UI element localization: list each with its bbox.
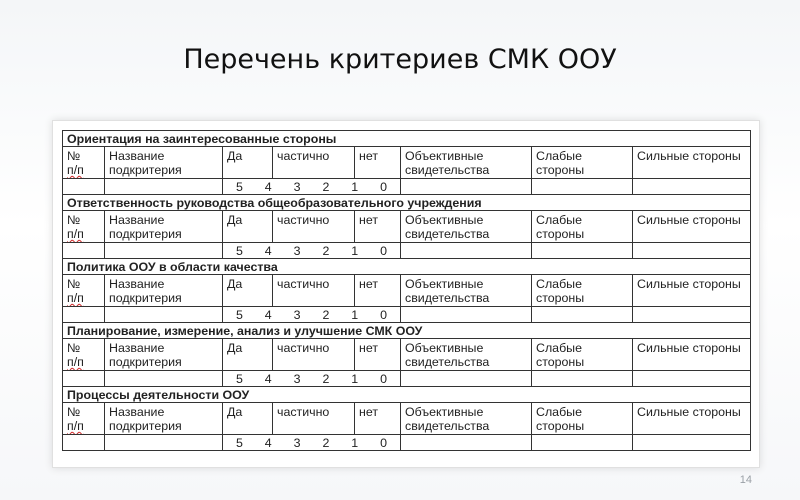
empty-cell — [633, 243, 751, 259]
score-value: 4 — [264, 179, 272, 194]
col-number — [63, 339, 105, 371]
col-number-abbr: п/п — [67, 163, 84, 177]
criteria-table — [62, 130, 751, 451]
empty-cell — [532, 371, 633, 387]
section-title: Ответственность руководства общеобразовательного учреждения — [63, 195, 751, 211]
empty-cell — [401, 307, 532, 323]
slide-title: Перечень критериев СМК ООУ — [183, 44, 617, 75]
section-title: Ориентация на заинтересованные стороны — [63, 131, 751, 147]
col-no: нет — [355, 147, 401, 179]
empty-cell — [63, 307, 105, 323]
header-row — [63, 147, 751, 179]
empty-cell — [105, 179, 223, 195]
score-value: 1 — [351, 243, 359, 258]
col-partial: частично — [273, 275, 355, 307]
score-values — [223, 180, 400, 194]
score-value: 1 — [351, 179, 359, 194]
section-row — [63, 131, 751, 147]
score-values — [223, 372, 400, 386]
score-scale — [223, 179, 401, 195]
score-scale — [223, 371, 401, 387]
col-evidence: Объективные свидетельства — [401, 275, 532, 307]
empty-cell — [633, 371, 751, 387]
col-name: Название подкритерия — [105, 339, 223, 371]
header-row — [63, 275, 751, 307]
col-number — [63, 211, 105, 243]
col-number-abbr: п/п — [67, 227, 84, 241]
score-value: 1 — [351, 307, 359, 322]
col-partial: частично — [273, 211, 355, 243]
empty-cell — [401, 371, 532, 387]
empty-cell — [63, 243, 105, 259]
col-strong: Сильные стороны — [633, 147, 751, 179]
col-weak: Слабые стороны — [532, 275, 633, 307]
score-value: 0 — [380, 435, 387, 450]
score-value: 2 — [322, 179, 330, 194]
score-value: 5 — [235, 179, 243, 194]
empty-cell — [105, 371, 223, 387]
col-name: Название подкритерия — [105, 211, 223, 243]
col-number — [63, 147, 105, 179]
score-value: 2 — [322, 435, 330, 450]
score-value: 5 — [235, 435, 243, 450]
section-title: Процессы деятельности ООУ — [63, 387, 751, 403]
empty-cell — [633, 307, 751, 323]
header-row — [63, 211, 751, 243]
header-row — [63, 403, 751, 435]
section-title: Планирование, измерение, анализ и улучшение СМК ООУ — [63, 323, 751, 339]
score-value: 3 — [293, 307, 301, 322]
score-value: 1 — [351, 371, 359, 386]
score-scale — [223, 307, 401, 323]
col-number — [63, 275, 105, 307]
empty-cell — [105, 243, 223, 259]
col-name: Название подкритерия — [105, 147, 223, 179]
col-weak: Слабые стороны — [532, 147, 633, 179]
score-value: 4 — [264, 435, 272, 450]
col-number-symbol: № — [67, 277, 81, 291]
score-values — [223, 244, 400, 258]
section-row — [63, 323, 751, 339]
section-title: Политика ООУ в области качества — [63, 259, 751, 275]
col-evidence: Объективные свидетельства — [401, 339, 532, 371]
empty-cell — [63, 371, 105, 387]
col-no: нет — [355, 403, 401, 435]
col-name: Название подкритерия — [105, 403, 223, 435]
empty-cell — [401, 243, 532, 259]
score-row — [63, 435, 751, 451]
section-row — [63, 387, 751, 403]
col-strong: Сильные стороны — [633, 275, 751, 307]
score-row — [63, 307, 751, 323]
empty-cell — [63, 435, 105, 451]
empty-cell — [532, 307, 633, 323]
col-number — [63, 403, 105, 435]
col-number-symbol: № — [67, 405, 81, 419]
col-strong: Сильные стороны — [633, 211, 751, 243]
score-value: 0 — [380, 307, 387, 322]
header-row — [63, 339, 751, 371]
criteria-table-body — [63, 131, 751, 451]
score-value: 4 — [264, 371, 272, 386]
score-scale — [223, 435, 401, 451]
col-weak: Слабые стороны — [532, 403, 633, 435]
col-number-abbr: п/п — [67, 355, 84, 369]
col-yes: Да — [223, 339, 273, 371]
col-yes: Да — [223, 147, 273, 179]
col-evidence: Объективные свидетельства — [401, 147, 532, 179]
col-no: нет — [355, 339, 401, 371]
score-value: 1 — [351, 435, 359, 450]
score-value: 5 — [235, 371, 243, 386]
empty-cell — [633, 179, 751, 195]
col-no: нет — [355, 211, 401, 243]
score-value: 2 — [322, 243, 330, 258]
score-value: 2 — [322, 371, 330, 386]
score-value: 3 — [293, 179, 301, 194]
col-number-abbr: п/п — [67, 291, 84, 305]
col-no: нет — [355, 275, 401, 307]
col-partial: частично — [273, 403, 355, 435]
score-value: 4 — [264, 307, 272, 322]
score-value: 3 — [293, 371, 301, 386]
col-evidence: Объективные свидетельства — [401, 403, 532, 435]
score-row — [63, 371, 751, 387]
score-row — [63, 243, 751, 259]
empty-cell — [532, 435, 633, 451]
empty-cell — [532, 243, 633, 259]
section-row — [63, 195, 751, 211]
col-number-symbol: № — [67, 341, 81, 355]
col-evidence: Объективные свидетельства — [401, 211, 532, 243]
col-weak: Слабые стороны — [532, 339, 633, 371]
empty-cell — [401, 179, 532, 195]
score-value: 3 — [293, 435, 301, 450]
col-weak: Слабые стороны — [532, 211, 633, 243]
col-name: Название подкритерия — [105, 275, 223, 307]
score-scale — [223, 243, 401, 259]
col-number-symbol: № — [67, 213, 81, 227]
score-value: 5 — [235, 307, 243, 322]
page-number: 14 — [739, 474, 752, 486]
empty-cell — [105, 435, 223, 451]
score-value: 3 — [293, 243, 301, 258]
col-yes: Да — [223, 275, 273, 307]
score-value: 4 — [264, 243, 272, 258]
col-number-symbol: № — [67, 149, 81, 163]
col-partial: частично — [273, 339, 355, 371]
score-value: 5 — [235, 243, 243, 258]
score-value: 0 — [380, 243, 387, 258]
col-yes: Да — [223, 211, 273, 243]
empty-cell — [532, 179, 633, 195]
col-yes: Да — [223, 403, 273, 435]
col-number-abbr: п/п — [67, 419, 84, 433]
col-partial: частично — [273, 147, 355, 179]
empty-cell — [401, 435, 532, 451]
col-strong: Сильные стороны — [633, 403, 751, 435]
score-value: 0 — [380, 179, 387, 194]
score-values — [223, 308, 400, 322]
empty-cell — [633, 435, 751, 451]
score-value: 0 — [380, 371, 387, 386]
section-row — [63, 259, 751, 275]
score-row — [63, 179, 751, 195]
col-strong: Сильные стороны — [633, 339, 751, 371]
empty-cell — [105, 307, 223, 323]
score-values — [223, 436, 400, 450]
empty-cell — [63, 179, 105, 195]
criteria-table-frame — [52, 120, 760, 468]
score-value: 2 — [322, 307, 330, 322]
